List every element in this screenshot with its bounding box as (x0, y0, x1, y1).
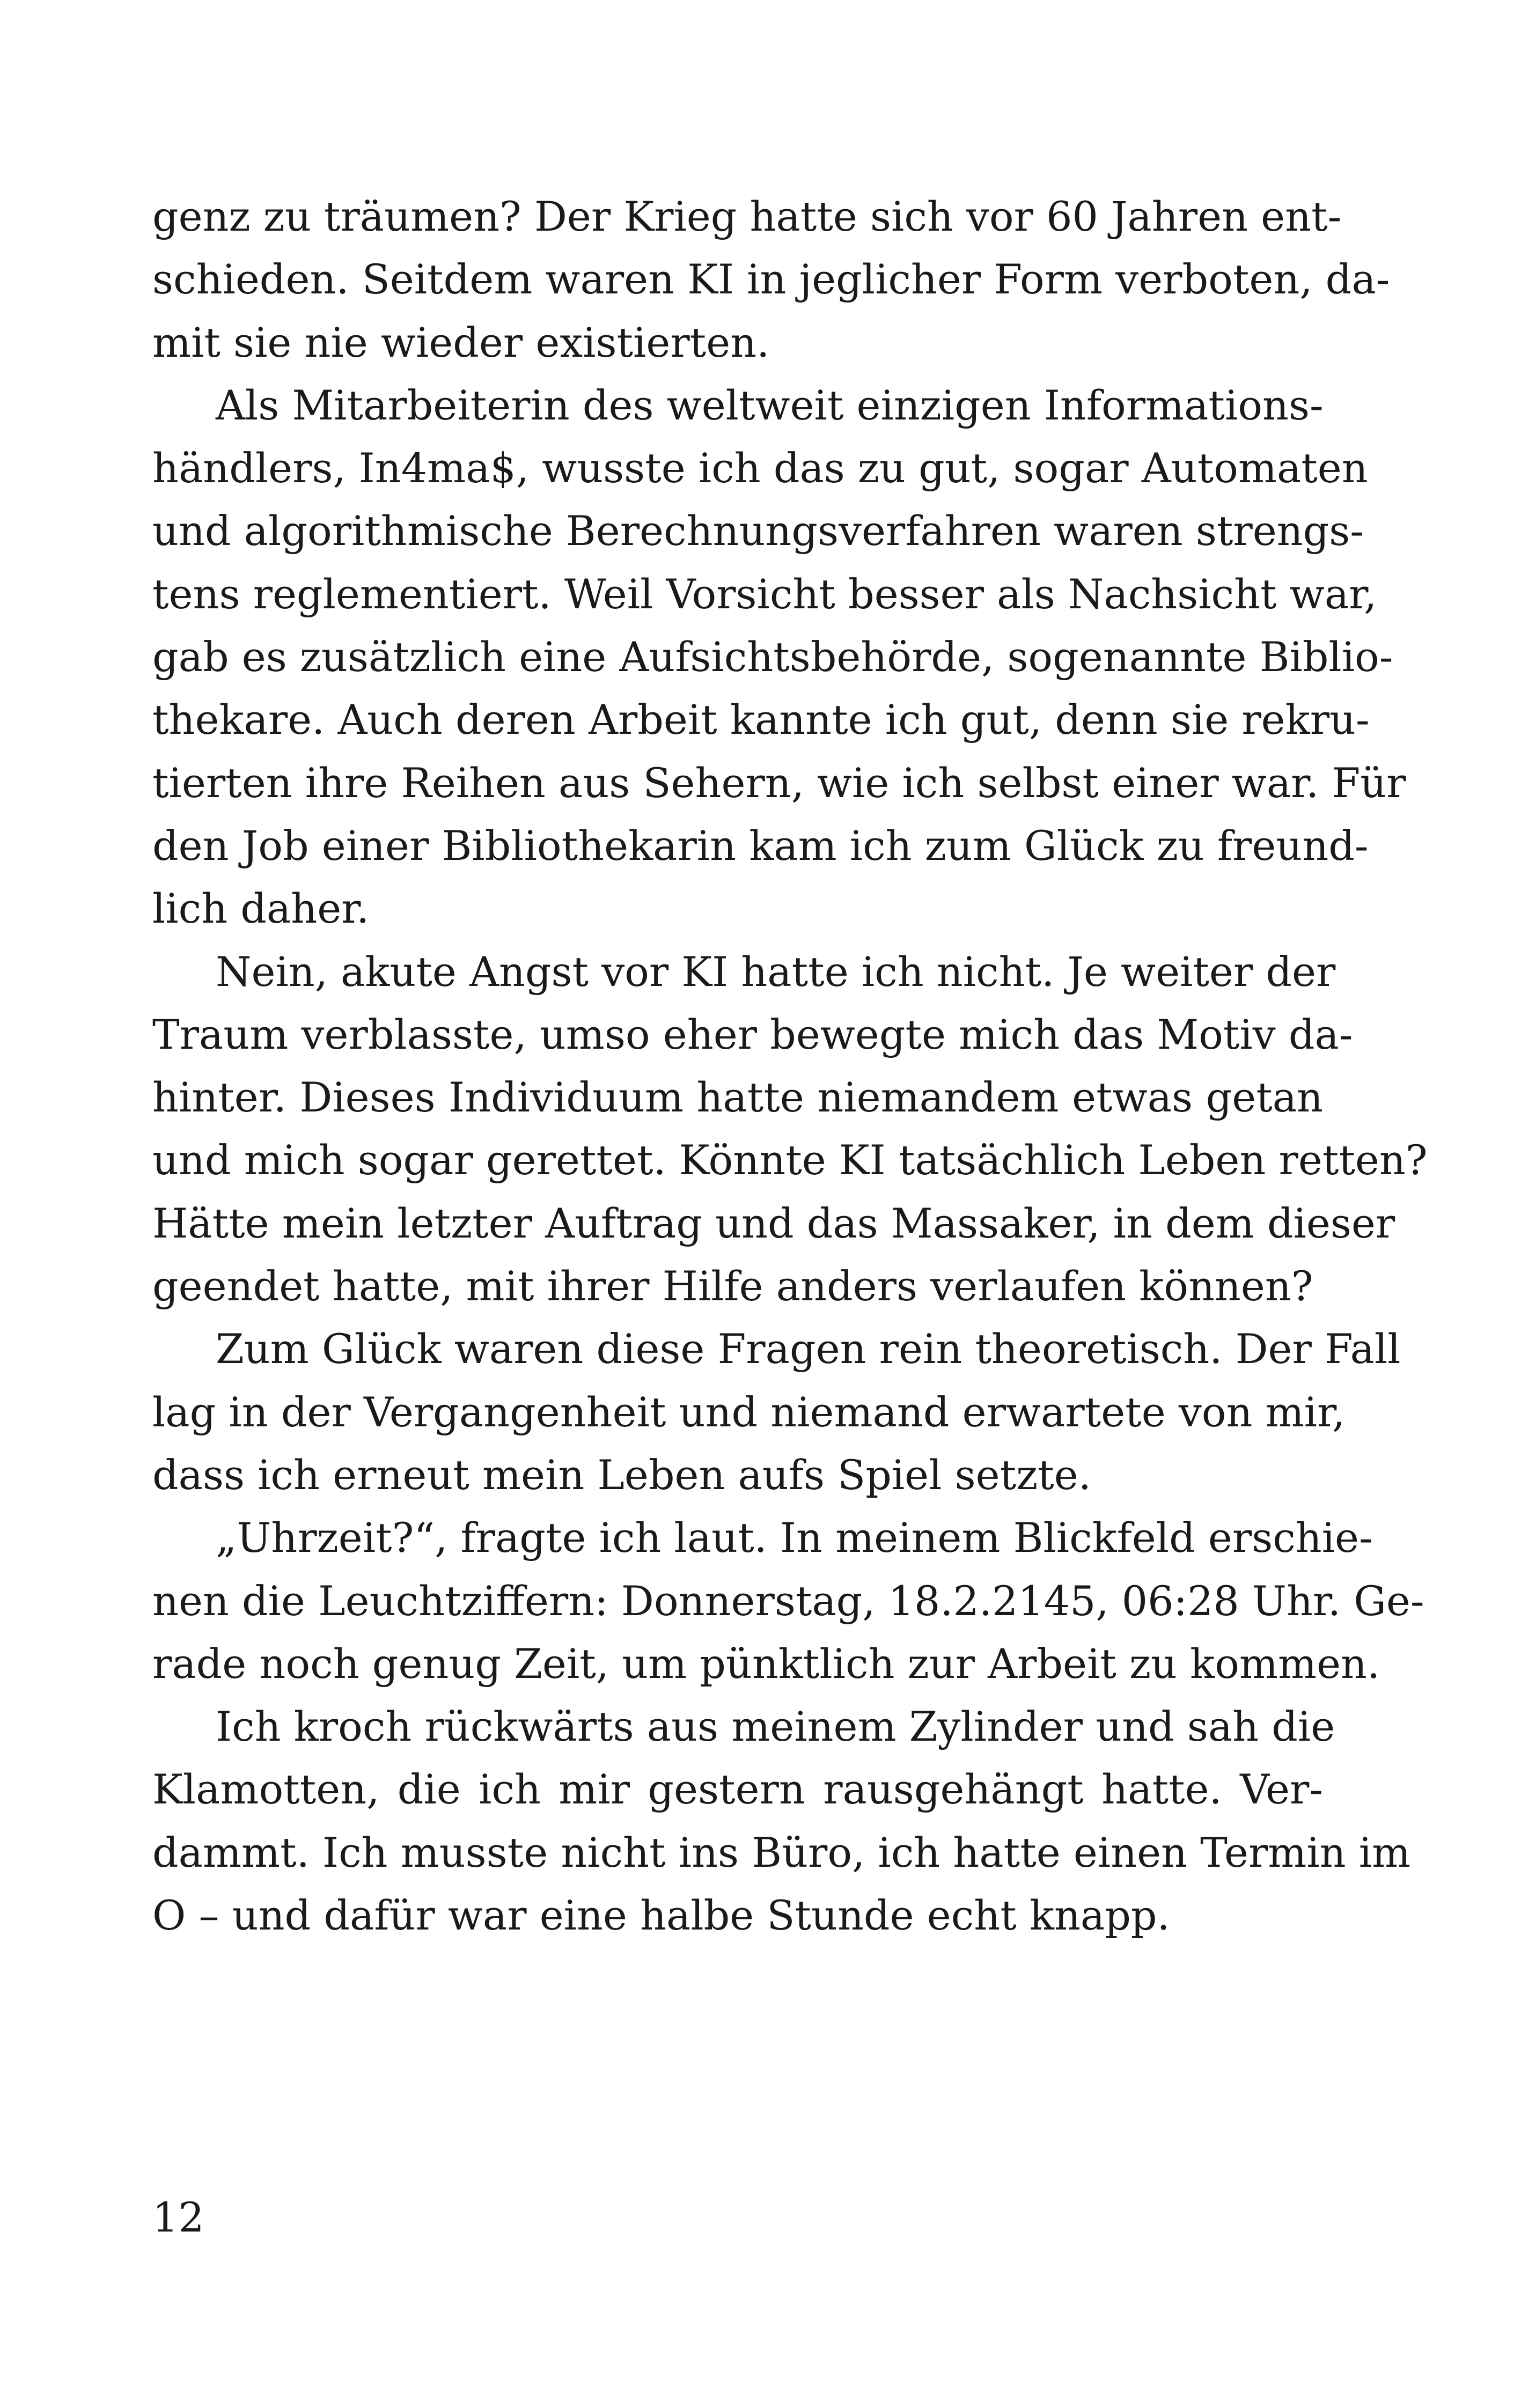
text-line: und mich sogar gerettet. Könnte KI tatsächlich Leben retten? (152, 1136, 1428, 1184)
text-line: Ich kroch rückwärts aus meinem Zylinder und sah die (216, 1703, 1335, 1751)
text-line: schieden. Seitdem waren KI in jeglicher Form verboten, da- (152, 255, 1390, 304)
text-line: rade noch genug Zeit, um pünktlich zur Arbeit zu kommen. (152, 1639, 1380, 1688)
text-line: Traum verblasste, umso eher bewegte mich das Motiv da- (152, 1010, 1353, 1058)
text-line: geendet hatte, mit ihrer Hilfe anders verlaufen können? (152, 1262, 1313, 1310)
text-line: und algorithmische Berechnungsverfahren waren strengs- (152, 507, 1364, 555)
text-line: Klamotten, die ich mir gestern rausgehängt hatte. Ver- (152, 1765, 1323, 1814)
text-line: genz zu träumen? Der Krieg hatte sich vor 60 Jahren ent- (152, 193, 1342, 240)
text-line: dammt. Ich musste nicht ins Büro, ich hatte einen Termin im (152, 1828, 1411, 1876)
text-line: Zum Glück waren diese Fragen rein theoretisch. Der Fall (216, 1325, 1401, 1373)
page-number: 12 (152, 2193, 204, 2241)
text-line: O – und dafür war eine halbe Stunde echt knapp. (152, 1891, 1170, 1940)
text-line: den Job einer Bibliothekarin kam ich zum Glück zu freund- (152, 821, 1369, 870)
text-line: Hätte mein letzter Auftrag und das Massaker, in dem dieser (152, 1199, 1395, 1247)
text-line: händlers, In4ma$, wusste ich das zu gut, sogar Automaten (152, 444, 1368, 492)
text-line: nen die Leuchtziffern: Donnerstag, 18.2.2145, 06:28 Uhr. Ge- (152, 1577, 1424, 1625)
text-line: Nein, akute Angst vor KI hatte ich nicht. Je weiter der (216, 947, 1336, 996)
text-line: dass ich erneut mein Leben aufs Spiel setzte. (152, 1450, 1091, 1499)
text-line: thekare. Auch deren Arbeit kannte ich gut, denn sie rekru- (152, 696, 1370, 744)
body-text (152, 185, 1428, 1947)
text-line: hinter. Dieses Individuum hatte niemandem etwas getan (152, 1073, 1323, 1122)
text-line: tens reglementiert. Weil Vorsicht besser als Nachsicht war, (152, 570, 1377, 618)
text-line: mit sie nie wieder existierten. (152, 318, 770, 366)
text-line: „Uhrzeit?“, fragte ich laut. In meinem Blickfeld erschie- (216, 1514, 1373, 1562)
text-line: lich daher. (152, 885, 370, 933)
text-line: Als Mitarbeiterin des weltweit einzigen Informations- (216, 381, 1324, 429)
text-line: lag in der Vergangenheit und niemand erwartete von mir, (152, 1388, 1346, 1436)
text-line: tierten ihre Reihen aus Sehern, wie ich selbst einer war. Für (152, 759, 1406, 807)
text-line: gab es zusätzlich eine Aufsichtsbehörde, sogenannte Biblio- (152, 633, 1393, 681)
